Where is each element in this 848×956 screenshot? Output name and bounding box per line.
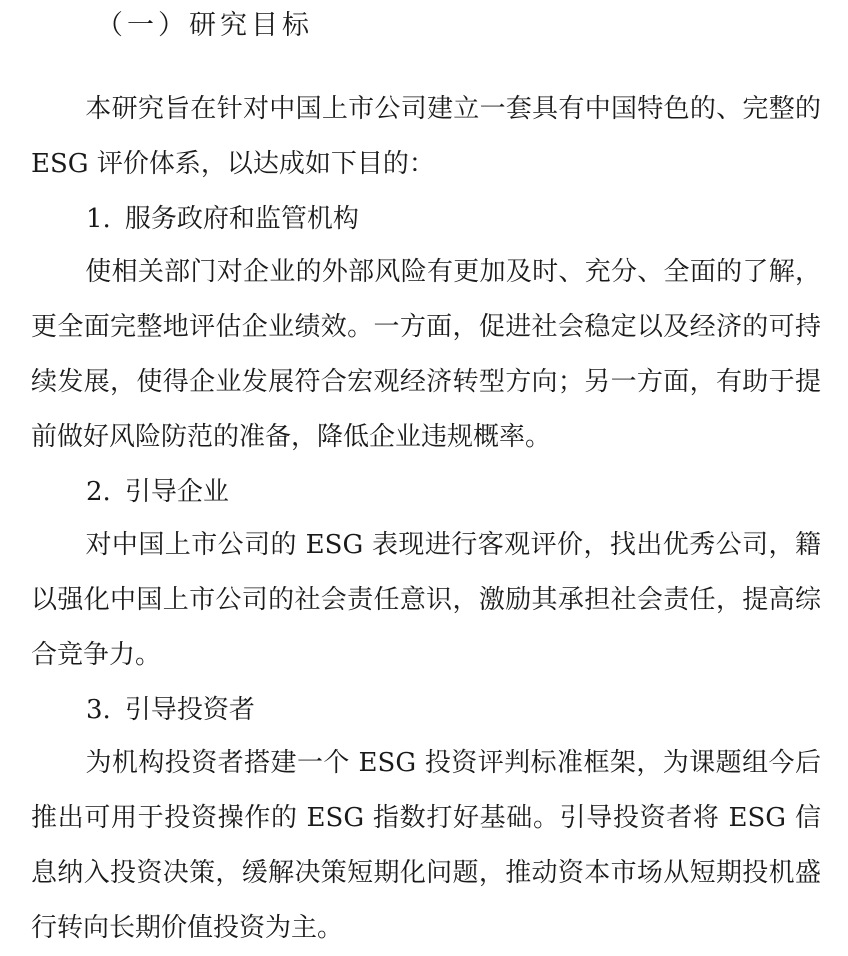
item-heading-text: 引导投资者 [124, 695, 255, 725]
item-number: 1. [86, 204, 111, 234]
item-body-text: 为机构投资者搭建一个 ESG 投资评判标准框架，为课题组今后推出可用于投资操作的 ESG 指数打好基础。引导投资者将 ESG 信息纳入投资决策，缓解决策短期化问题，推动资本市场从短期投机盛行转向长期价值投资为主。 [31, 748, 821, 943]
intro-paragraph [31, 82, 821, 192]
item-heading-2 [86, 472, 229, 512]
item-body-2 [31, 518, 821, 683]
item-heading-text: 引导企业 [124, 477, 229, 507]
item-body-text: 使相关部门对企业的外部风险有更加及时、充分、全面的了解，更全面完整地评估企业绩效。一方面，促进社会稳定以及经济的可持续发展，使得企业发展符合宏观经济转型方向；另一方面，有助于提前做好风险防范的准备，降低企业违规概率。 [31, 257, 821, 452]
item-body-text: 对中国上市公司的 ESG 表现进行客观评价，找出优秀公司，籍以强化中国上市公司的社会责任意识，激励其承担社会责任，提高综合竞争力。 [31, 530, 821, 670]
item-number: 3. [86, 695, 111, 725]
item-body-3 [31, 736, 821, 956]
item-heading-3 [86, 690, 255, 730]
intro-text: 本研究旨在针对中国上市公司建立一套具有中国特色的、完整的 ESG 评价体系，以达成如下目的： [31, 94, 821, 179]
item-heading-text: 服务政府和监管机构 [124, 204, 359, 234]
item-number: 2. [86, 477, 111, 507]
item-heading-1 [86, 199, 359, 239]
item-body-1 [31, 245, 821, 465]
section-title: （一）研究目标 [96, 10, 313, 41]
